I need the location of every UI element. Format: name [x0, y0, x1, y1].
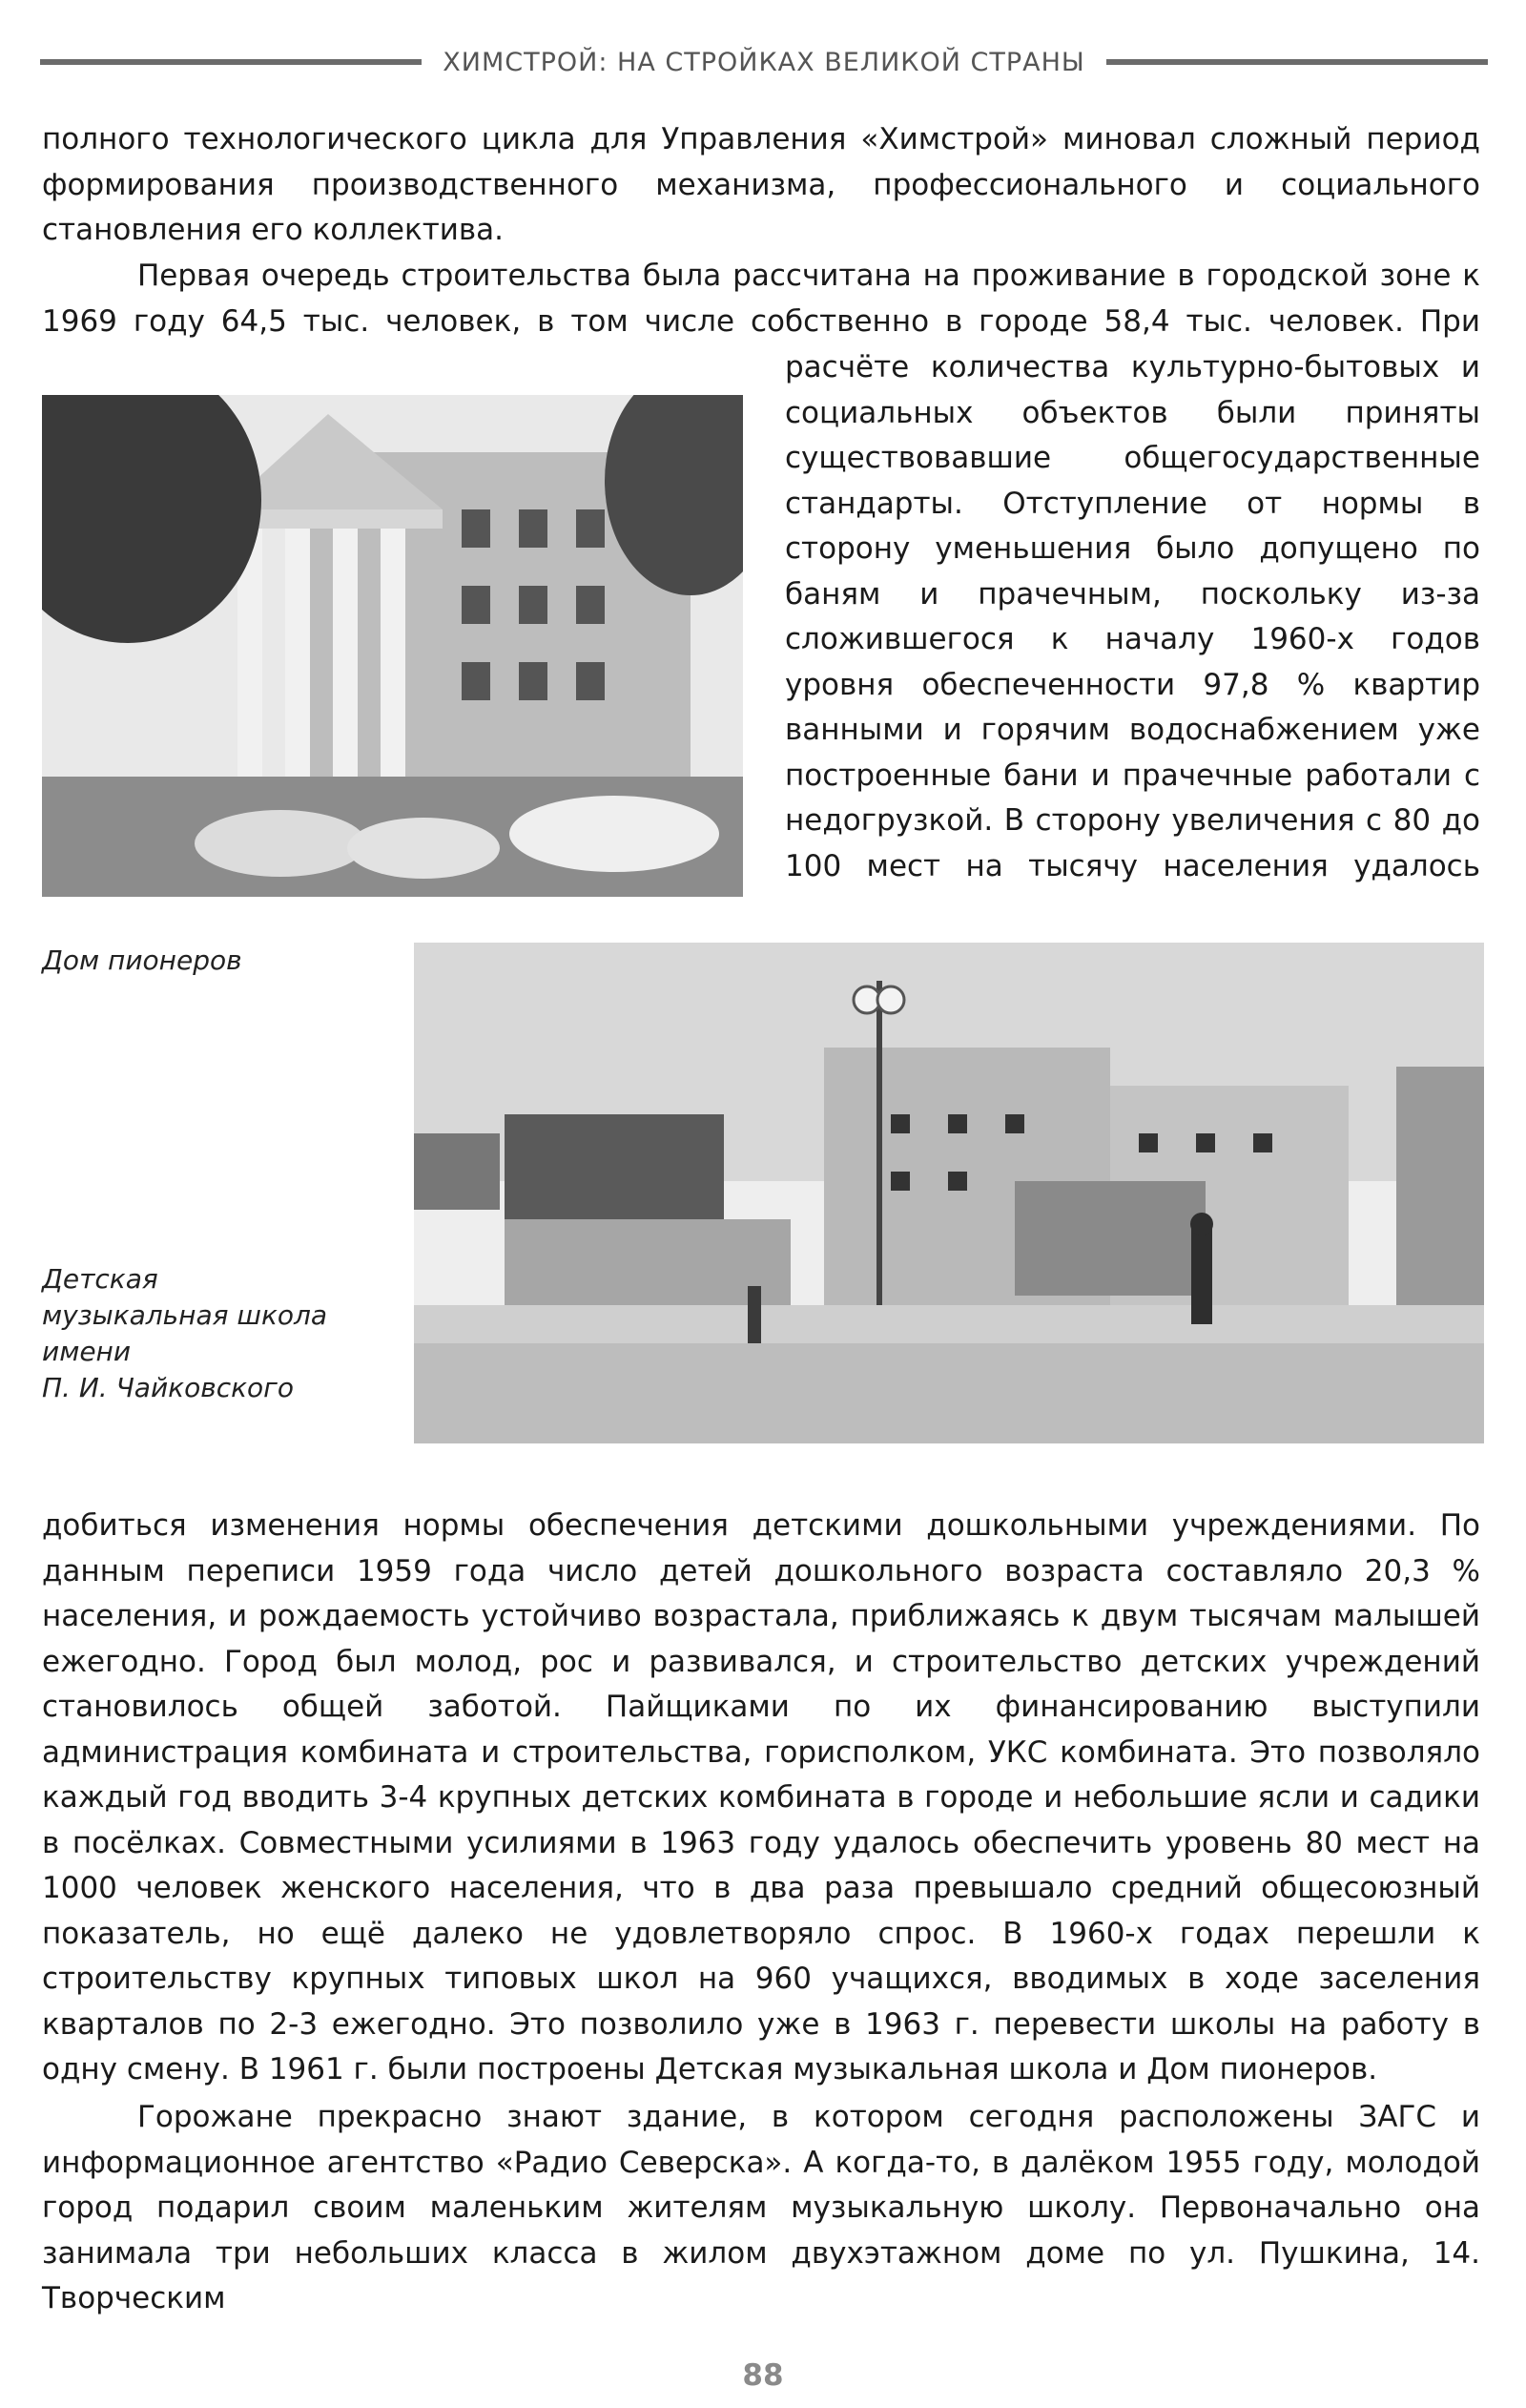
paragraph-2-side: расчёте количества культурно-бытовых и социальных объектов были приняты существовавшие общегосударственные стандарты. Отступление от нормы в сторону уменьшения было допущено по баням и прачечным, поскольку из-за сложившегося к началу 1960-х годов уровня обеспеченности 97,8 % квартир ванными и горячим водоснабжением уже построенные бани и прачечные работали с недогрузкой. В сторону увеличения с 80 до 100 мест на тысячу населения удалось: [785, 350, 1480, 883]
music-school-image: [414, 943, 1484, 1443]
caption-music-school-line-4: П. И. Чайковского: [42, 1372, 294, 1403]
header-rule-right: [1106, 59, 1488, 65]
paragraph-3: добиться изменения нормы обеспечения детскими дошкольными учреждениями. По данным переписи 1959 года число детей дошкольного возраста составляло 20,3 % населения, и рождаемость устойчиво возрастала, приближаясь к двум тысячам малышей ежегодно. Город был молод, рос и развивался, и строительство детских учреждений становилось общей заботой. Пайщиками по их финансированию выступили администрация комбината и строительства, горисполком, УКС комбината. Это позволяло каждый год вводить 3-4 крупных детских комбината в городе и небольшие ясли и садики в посёлках. Совместными усилиями в 1963 году удалось обеспечить уровень 80 мест на 1000 человек женского населения, что в два раза превышало средний общесоюзный показатель, но ещё далеко не удовлетворяло спрос. В 1960-х годах перешли к строительству крупных типовых школ на 960 учащихся, вводимых в ходе заселения кварталов по 2-3 ежегодно. Это позволило уже в 1963 г. перевести школы на работу в одну смену. В 1961 г. были построены Детская музыкальная школа и Дом пионеров.: [42, 1508, 1480, 2086]
header-rule-left: [40, 59, 422, 65]
paragraph-2-full: Первая очередь строительства была рассчитана на проживание в городской зоне к 1969 году 64,5 тыс. человек, в том числе собственно в городе 58,4 тыс. человек. При: [42, 259, 1480, 339]
paragraph-4: Горожане прекрасно знают здание, в котором сегодня расположены ЗАГС и информационное агентство «Радио Северска». А когда-то, в далёком 1955 году, молодой город подарил своим маленьким жителям музыкальную школу. Первоначально она занимала три небольших класса в жилом двухэтажном доме по ул. Пушкина, 14. Творческим: [42, 2100, 1480, 2315]
caption-music-school: [42, 1261, 327, 1406]
page-number: 88: [742, 2358, 784, 2393]
photo-music-school: [414, 943, 1484, 1443]
header-title: ХИМСТРОЙ: НА СТРОЙКАХ ВЕЛИКОЙ СТРАНЫ: [443, 47, 1085, 77]
running-header: [40, 38, 1488, 86]
caption-music-school-line-2: музыкальная школа: [42, 1299, 328, 1331]
caption-pioneer-house: Дом пионеров: [42, 945, 242, 976]
photo-pioneer-house: [42, 395, 743, 897]
pioneer-house-image: [42, 395, 743, 897]
caption-music-school-line-1: Детская: [42, 1263, 158, 1295]
caption-music-school-line-3: имени: [42, 1336, 132, 1367]
paragraph-1: полного технологического цикла для Управления «Химстрой» миновал сложный период формирования производственного механизма, профессионального и социального становления его коллектива.: [42, 122, 1480, 247]
